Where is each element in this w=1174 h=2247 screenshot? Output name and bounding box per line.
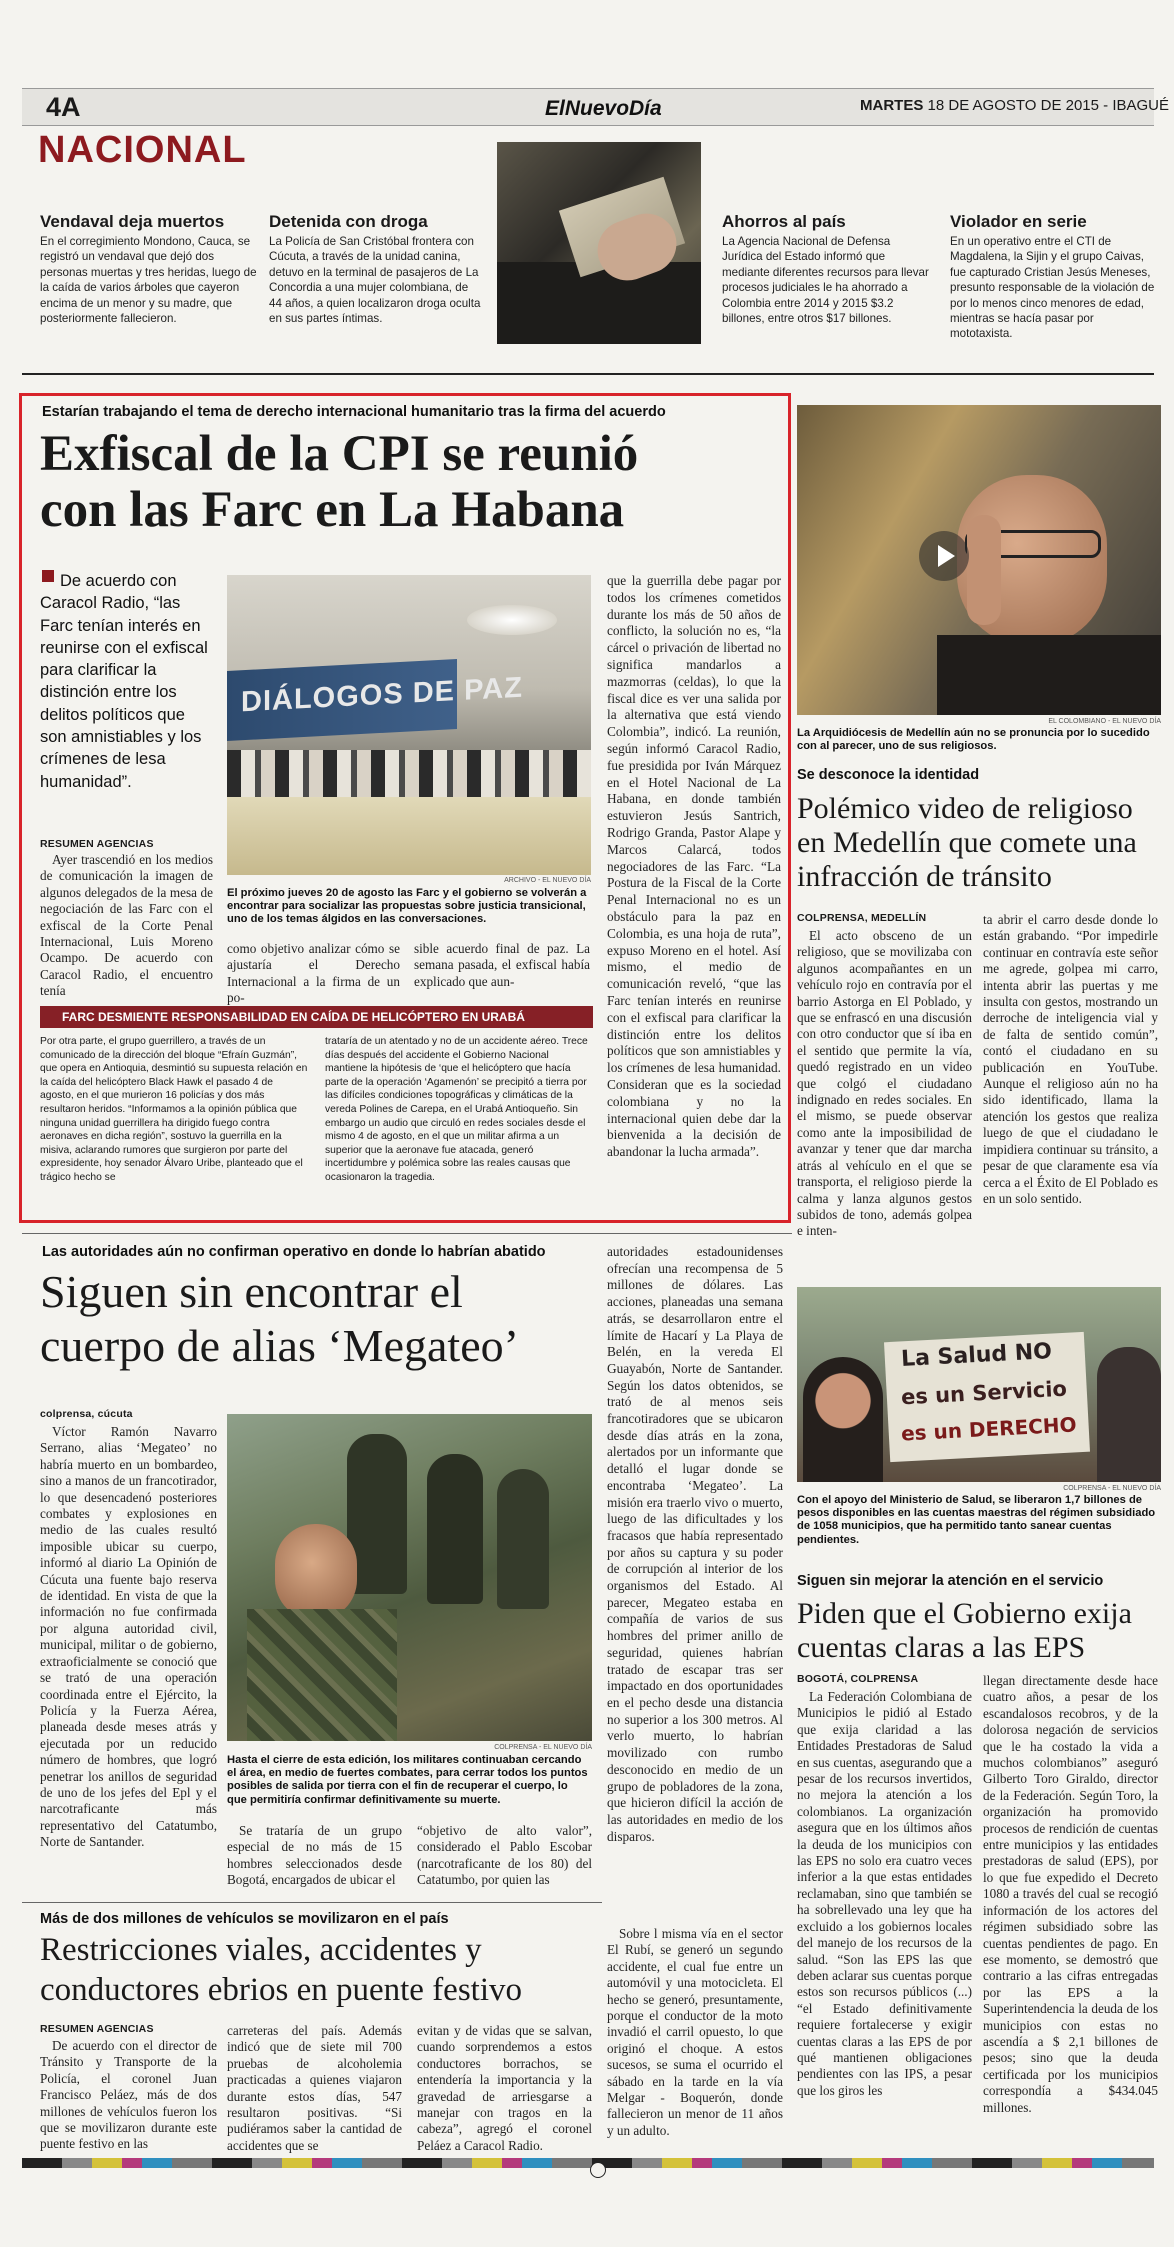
megateo-byline: colprensa, cúcuta bbox=[40, 1408, 133, 1420]
protest-photo-credit: COLPRENSA - EL NUEVO DÍA bbox=[1063, 1485, 1161, 1492]
priest-kicker: Se desconoce la identidad bbox=[797, 767, 980, 783]
header-day: MARTES bbox=[860, 97, 924, 114]
section-title: NACIONAL bbox=[38, 129, 247, 171]
helicopter-sidebar-col2: trataría de un atentado y no de un accidente aéreo. Trece días después del accidente el Gobierno Nacional mantiene la hipótesis de ‘que el helicóptero que hacía parte de la operación ‘Agamenón’ se precipitó a tierra por las difíciles condiciones topográficas y climáticas de la vereda Polines de Carepa, en el Urabá Antioqueño. Sin embargo un audio que circuló en redes sociales desde el mismo 4 de agosto, en el que un militar afirma a un superior que la aeronave fue atacada, generó incertidumbre y polémica sobre las reales causas que ocasionaron la tragedia. bbox=[325, 1036, 588, 1183]
helicopter-sidebar-col1: Por otra parte, el grupo guerrillero, a través de un comunicado de la dirección del bloque “Efraín Guzmán”, que opera en Antioquia, desmintió su supuesta relación en la caída del helicóptero Black Hawk el pasado 4 de agosto, en el que murieron 16 policías y dos más resultaron heridos. “Informamos a la opinión pública que ninguna unidad guerrillera ha dirigido fuego contra aeronaves en dicha región”, sostuvo la guerrilla en la misiva, aclarando rumores que surgieron por parte del expresidente, hoy senador Álvaro Uribe, planteado que el trágico hecho se bbox=[40, 1036, 308, 1183]
video-play-icon[interactable] bbox=[919, 531, 969, 581]
play-triangle bbox=[938, 545, 955, 567]
helicopter-sidebar-title: FARC DESMIENTE RESPONSABILIDAD EN CAÍDA DE HELICÓPTERO EN URABÁ bbox=[62, 1010, 525, 1024]
delegates-row bbox=[227, 750, 591, 800]
brief-text: La Agencia Nacional de Defensa Jurídica del Estado informó que mediante diferentes recursos para llevar procesos judiciales le ha ahorrado a Colombia entre 2014 y 2015 $3.2 billones, entre otros $17 billones. bbox=[722, 235, 929, 326]
cpi-col2-text: como objetivo analizar cómo se ajustaría el Derecho Internacional a la firma de un po- bbox=[227, 941, 400, 1006]
protest-sign-line1: La Salud NO bbox=[900, 1339, 1053, 1372]
cpi-col4-text: que la guerrilla debe pagar por todos los crímenes cometidos durante los más de 50 años de conflicto, la solución no es, “la cárcel o privación de libertad no significa mandarlos a mazmorras (celdas), lo que la fiscal dice es ver una salida por la alternativa que está viendo Colombia”, indicó. La reunión, según informó Caracol Radio, fue presidida por Iván Márquez en el Hotel Nacional de La Habana, en donde también estuvieron Jesús Santrich, Rodrigo Granda, Pastor Alape y Marcos Calarcá, todos negociadores de las Farc. “La Postura de la Fiscal de la Corte Penal Internacional no es un obstáculo para la paz en Colombia, es una hoja de ruta”, expuso Moreno en el hotel. Así mismo, el medio de comunicación reveló, “que las Farc tenían interés en reunirse con el exfiscal para clarificar la distinción entre los delitos políticos que son amnistiables y los crímenes de lesa humanidad. Consideran que es la sociedad colombiana y no la internacional quien debe dar la bienvenida a la decisión de abandonar la lucha armada”. bbox=[607, 573, 781, 1160]
protest-sign-line3: es un DERECHO bbox=[900, 1412, 1078, 1446]
brief-text: En un operativo entre el CTI de Magdalena, la Sijin y el grupo Caivas, fue capturado Cristian Jesús Meneses, presunto responsable de la violación de por lo menos cinco menores de edad, mientras se hacía pasar por mototaxista. bbox=[950, 235, 1155, 341]
salud-col2: llegan directamente desde hace cuatro años, a pesar de los escandalosos recobros, y de la dolorosa negación de servicios que le ha costado la vida a muchos colombianos” aseguró Gilberto Toro Giraldo, director de la Federación. Según Toro, la organización ha promovido procesos de rendición de cuentas entre municipios y las entidades prestadoras de salud (EPS), por lo que fue expedido el Decreto 1080 a través del cual se recogió información de los actores del régimen subsidiado sobre las cuentas pendientes de pago. En ese momento, se demostró que contrario a las cifras entregadas por las EPS a la Superintendencia la deuda de los municipios con estas no ascendía a $ 2,1 billones de pesos; sino que la deuda certificada por los municipios correspondía a $434.045 millones. bbox=[983, 1673, 1158, 2115]
brief-ahorros bbox=[722, 212, 932, 326]
vehiculos-col3: evitan y de vidas que se salvan, cuando sorprendemos a estos conductores borrachos, se entendería la importancia y la gravedad de arriesgarse a manejar con tragos en la cabeza”, agregó el coronel Peláez a Caracol Radio. bbox=[417, 2023, 592, 2153]
vehiculos-headline-line1: Restricciones viales, accidentes y bbox=[40, 1932, 482, 1968]
vehiculos-col1: De acuerdo con el director de Tránsito y Transporte de la Policía, el coronel Juan Francisco Peláez, más de dos millones de vehículos fueron los que se movilizaron durante este puente festivo en las bbox=[40, 2038, 217, 2152]
page-number: 4A bbox=[46, 92, 81, 122]
megateo-col1: Víctor Ramón Navarro Serrano, alias ‘Megateo’ no habría muerto en un bombardeo, sino a manos de un francotirador, lo que desencadenó posteriores combates y explosiones en medio de las cuales resultó imposible ubicar su cuerpo, informó al diario La Opinión de Cúcuta una fuente bajo reserva de identidad. En vista de que la información no fue confirmada por alguna autoridad civil, municipal, militar o de gobierno, extraoficialmente se conoció que se trató de una operación coordinada entre el Ejército, la Policía y la Fuerza Aérea, planeada desde meses atrás y ejecutada por un reducido número de hombres, que logró penetrar los anillos de seguridad de uno de los jefes del Epl y el narcotraficante más representativo del Catatumbo, Norte de Santander. bbox=[40, 1424, 217, 1850]
megateo-photo-credit: COLPRENSA - EL NUEVO DÍA bbox=[494, 1744, 592, 1751]
cpi-col1-text: Ayer trascendió en los medios de comunicación la imagen de algunos delegados de la mesa de negociación de las Farc con el exfiscal de la Corte Penal Internacional, Luis Moreno Ocampo. De acuerdo con Caracol Radio, el encuentro tenía bbox=[40, 852, 213, 999]
priest-byline: COLPRENSA, MEDELLÍN bbox=[797, 912, 927, 924]
megateo-photo-caption: Hasta el cierre de esta edición, los militares continuaban cercando el área, en medio de fuertes combates, para cerrar todos los puntos posibles de salida por tierra con el fin de recuperar el cuerpo, lo que permitiría confirmar definitivamente su muerte. bbox=[227, 1754, 588, 1806]
soldier-front-body bbox=[247, 1609, 397, 1741]
megateo-col4: autoridades estadounidenses ofrecían una recompensa de 5 millones de dólares. Las acciones, planeadas una semana atrás, se desarrollaron entre el límite de Hacarí y La Playa de Belén, en la vereda El Guayabón, Norte de Santander. Según los datos obtenidos, se trató de al menos seis francotiradores que se ubicaron desde días atrás en la zona, alertados por un informante que detalló el lugar donde se encontraba ‘Megateo’. La misión era traerlo vivo o muerto, luego de las dificultades y los fracasos que había representado por años su captura y su poder de corrupción al interior de los organismos del Estado. Al parecer, Megateo estaba en compañía de varios de sus hombres del primer anillo de seguridad, quienes habrían tratado de escapar tras ser impactado en dos oportunidades en el pecho desde una distancia no superior a los 300 metros. Al verlo muerto, lo habrían movilizado con rumbo desconocido en medio de un grupo de pobladores de la zona, que hicieron difícil la acción de las autoridades en medio de los disparos. bbox=[607, 1244, 783, 1844]
salud-kicker: Siguen sin mejorar la atención en el servicio bbox=[797, 1573, 1104, 1589]
soldier-2 bbox=[427, 1454, 483, 1604]
megateo-kicker: Las autoridades aún no confirman operativo en donde lo habrían abatido bbox=[42, 1244, 546, 1260]
protest-photo-caption: Con el apoyo del Ministerio de Salud, se liberaron 1,7 billones de pesos disponibles en las cuentas maestras del régimen subsidiado de 1058 municipios, que ha permitido tanto sanear cuentas pendientes. bbox=[797, 1494, 1156, 1546]
money-photo bbox=[497, 142, 701, 344]
protester-woman bbox=[803, 1357, 883, 1482]
header-divider bbox=[22, 373, 1154, 375]
peace-talks-photo bbox=[227, 575, 591, 875]
brief-title: Vendaval deja muertos bbox=[40, 212, 225, 231]
protester-right bbox=[1097, 1347, 1161, 1482]
soldier-front-face bbox=[275, 1524, 357, 1620]
cpi-photo-caption: El próximo jueves 20 de agosto las Farc y el gobierno se volverán a encontrar para socializar las propuestas sobre justicia transicional, uno de los temas álgidos en las conversaciones. bbox=[227, 887, 587, 926]
conference-table bbox=[227, 797, 591, 875]
brief-detenida bbox=[269, 212, 483, 326]
salud-headline: Piden que el Gobierno exija cuentas claras a las EPS bbox=[797, 1597, 1132, 1664]
vehiculos-col2: carreteras del país. Además indicó que de siete mil 700 pruebas de alcoholemia practicadas a quienes viajaron durante estos días, 547 resultaron positivas. “Si pudiéramos saber la cantidad de accidentes que se bbox=[227, 2023, 402, 2153]
cpi-col3-text: sible acuerdo final de paz. La semana pasada, el exfiscal había explicado que aun- bbox=[414, 941, 590, 989]
priest-video-photo bbox=[797, 405, 1161, 715]
priest-col1: El acto obsceno de un religioso, que se movilizaba con algunos acompañantes en un vehículo rojo en contravía por el barrio Astorga en El Poblado, y que se enfrascó en una discusión con otro conductor que sí iba en el sentido que permite la vía, quedó registrado en un video que colgó el ciudadano indignado en redes sociales. En el mismo, se puede observar como ante la imposibilidad de avanzar y tener que dar marcha atrás al vehículo en el que se transporta, el religioso pierde la calma y lanza algunos gestos subidos de tono, además golpea e inten- bbox=[797, 928, 972, 1239]
cpi-headline-line2: con las Farc en La Habana bbox=[40, 482, 625, 538]
protest-photo bbox=[797, 1287, 1161, 1482]
header-date-text: 18 DE AGOSTO DE 2015 - IBAGUÉ bbox=[927, 97, 1170, 114]
cpi-pull-quote: De acuerdo con Caracol Radio, “las Farc tenían interés en reunirse con el exfiscal para clarificar la distinción entre los delitos políticos que son amnistiables y los crímenes de lesa humanidad”. bbox=[40, 572, 208, 791]
priest-col2: ta abrir el carro desde donde lo están grabando. “Por impedirle continuar en contravía este señor me agrede, golpea mi carro, intenta abrir las puertas y me insulta con gestos, mostrando un derroche de inteligencia vial y de falta de sentido común”, contó el ciudadano en su publicación en YouTube. Aunque el religioso aún no ha sido identificado, llama la atención los gestos que realiza luego de que el ciudadano le impidiera continuar su tránsito, a pesar de que claramente esa vía cerca a el Éxito de El Poblado es en un solo sentido. bbox=[983, 912, 1158, 1206]
laptop-shape bbox=[497, 262, 701, 344]
priest-photo-caption: La Arquidiócesis de Medellín aún no se pronuncia por lo sucedido con al parecer, uno de sus religiosos. bbox=[797, 727, 1150, 753]
priest-robe bbox=[937, 635, 1161, 715]
registration-mark-icon bbox=[590, 2162, 606, 2178]
chandelier-shape bbox=[467, 605, 557, 635]
brief-vendaval bbox=[40, 212, 258, 326]
vehiculos-col4: Sobre l misma vía en el sector El Rubí, se generó un segundo accidente, el cual fue entre un automóvil y una motocicleta. El hecho se generó, presuntamente, porque el conductor de la moto invadió el carril opuesto, lo que originó el choque. A estos sucesos, se suma el ocurrido el sábado en la tarde en la vía Melgar - Boquerón, donde fallecieron un menor de 11 años y un adulto. bbox=[607, 1926, 783, 2138]
priest-photo-credit: EL COLOMBIANO - EL NUEVO DÍA bbox=[1048, 718, 1161, 725]
brief-text: La Policía de San Cristóbal frontera con Cúcuta, a través de la unidad canina, detuvo en la terminal de pasajeros de La Concordia a una mujer colombiana, de 44 años, a quien localizaron droga oculta en sus partes íntimas. bbox=[269, 235, 481, 326]
soldier-3 bbox=[497, 1469, 549, 1609]
brief-text: En el corregimiento Mondono, Cauca, se registró un vendaval que dejó dos personas muertas y tres heridas, luego de la caída de varios árboles que cayeron encima de un menor y su madre, que posteriormente fallecieron. bbox=[40, 235, 257, 326]
vehiculos-top-rule bbox=[22, 1902, 602, 1903]
cpi-photo-credit: ARCHIVO - EL NUEVO DÍA bbox=[504, 877, 591, 884]
brief-title: Ahorros al país bbox=[722, 212, 846, 231]
cpi-byline: RESUMEN AGENCIAS bbox=[40, 838, 154, 850]
megateo-headline-line2: cuerpo de alias ‘Megateo’ bbox=[40, 1320, 519, 1371]
megateo-top-rule bbox=[22, 1233, 792, 1234]
soldiers-photo bbox=[227, 1414, 592, 1741]
brief-violador bbox=[950, 212, 1156, 342]
salud-byline: BOGOTÁ, COLPRENSA bbox=[797, 1673, 919, 1685]
priest-headline: Polémico video de religioso en Medellín que comete una infracción de tránsito bbox=[797, 792, 1137, 893]
cpi-headline-line1: Exfiscal de la CPI se reunió bbox=[40, 426, 639, 482]
megateo-col2: Se trataría de un grupo especial de no más de 15 hombres seleccionados desde Bogotá, encargados de ubicar el bbox=[227, 1823, 402, 1888]
salud-col1: La Federación Colombiana de Municipios le pidió al Estado que exija claridad a las Entidades Prestadoras de Salud en sus cuentas, asegurando que a pesar de los recursos invertidos, no mejora la atención a los colombianos. La organización asegura que en los últimos años la deuda de los municipios con las EPS no solo era cuatro veces inferior a la que estas entidades reclamaban, sino que también se ha sobrellevado una ley que ha excluido a los gobiernos locales del manejo de los recursos de la salud. “Son las EPS las que deben aclarar sus cuentas porque estos son recursos públicos (...) “el Estado definitivamente requiere fortalecerse y exigir cuentas claras a las EPS de por qué mantienen obligaciones pendientes con las IPS, a pesar que los giros les bbox=[797, 1689, 972, 2098]
megateo-col3: “objetivo de alto valor”, considerado el Pablo Escobar (narcotraficante de los 80) del Catatumbo, por quien las bbox=[417, 1823, 592, 1888]
header-date bbox=[860, 97, 1169, 114]
cpi-kicker: Estarían trabajando el tema de derecho internacional humanitario tras la firma del acuerdo bbox=[42, 404, 666, 420]
newspaper-logo: ElNuevoDía bbox=[545, 97, 662, 120]
priest-hand bbox=[967, 515, 1001, 625]
vehiculos-headline-line2: conductores ebrios en puente festivo bbox=[40, 1972, 523, 2008]
vehiculos-kicker: Más de dos millones de vehículos se movilizaron en el país bbox=[40, 1911, 449, 1927]
brief-title: Detenida con droga bbox=[269, 212, 428, 231]
protest-sign-line2: es un Servicio bbox=[900, 1376, 1068, 1410]
vehiculos-byline: RESUMEN AGENCIAS bbox=[40, 2023, 154, 2035]
footer-color-bar bbox=[22, 2158, 1154, 2168]
brief-title: Violador en serie bbox=[950, 212, 1087, 231]
peace-talks-sign: DIÁLOGOS DE PAZ bbox=[241, 671, 523, 719]
megateo-headline-line1: Siguen sin encontrar el bbox=[40, 1266, 463, 1317]
